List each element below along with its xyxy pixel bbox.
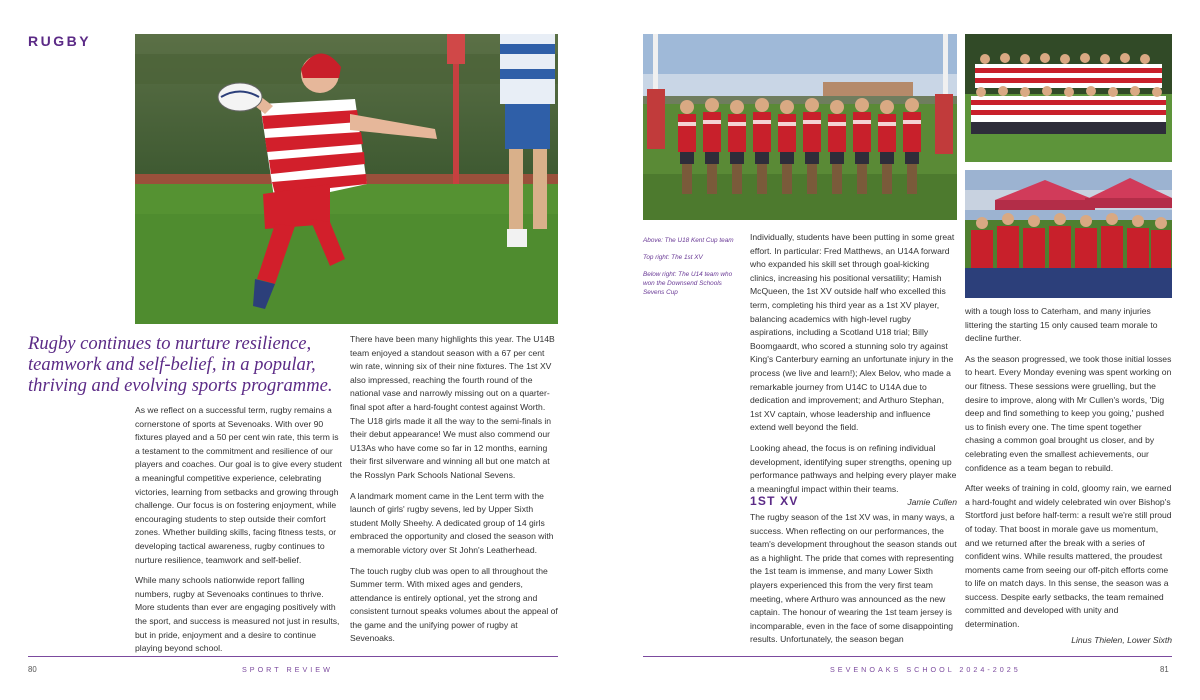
caption-1st-xv: Top right: The 1st XV <box>643 254 703 261</box>
paragraph: As the season progressed, we took those initial losses to heart. Every Monday evening was spent working on our fitness. These sessions were gruelling, but the desire to improve, along with Mr Cullen's words, 'Dig deep and find something to keep you going,' pushed us to finish every one. The time spent together chasing a common goal brought us closer, and by celebrating even the smallest achievements, our confidence as a team began to rebuild. <box>965 353 1172 473</box>
photo-1st-xv-team <box>965 34 1172 162</box>
photo-u14-team <box>965 170 1172 298</box>
lead-quote: Rugby continues to nurture resilience, teamwork and self-belief, in a popular, thriving and evolving sports programme. <box>28 333 333 396</box>
paragraph: After weeks of training in cold, gloomy rain, we earned a hard-fought and widely celebrated win over Bishop's Stortford just before half-term: a result we're still proud of today. That boost in morale gave us momentum, and we returned after the break with a series of confident wins. While results mattered, the proudest moments came from seeing our off-pitch efforts come to life on match days. In this sense, the season was a success. Despite early setbacks, the team remained committed and developed with unity and determination. <box>965 483 1172 630</box>
paragraph: There have been many highlights this year. The U14B team enjoyed a standout season with a 67 per cent win rate, winning six of their nine fixtures. The 1st XV also impressed, reaching the fourth round of the national vase and narrowly missing out on a quarter-final spot after a hard-fought contest against Worth. The U18 girls made it all the way to the semi-finals in their debut appearance! We must also commend our U13As who have come so far in 12 months, earning their first silverware and winning all but one match at the Rosslyn Park Schools National Sevens. <box>350 334 555 480</box>
right-column-2 <box>965 305 1172 647</box>
paragraph: A landmark moment came in the Lent term with the launch of girls' rugby sevens, led by Upper Sixth student Molly Sheehy. A dedicated group of 14 girls embraced the opportunity and closed the season with a memorable victory over St John's Leatherhead. <box>350 490 554 555</box>
hero-photo-diving-player <box>135 34 558 324</box>
paragraph: The touch rugby club was open to all throughout the Summer term. With mixed ages and genders, attendance is entirely optional, yet the strong and consistent turnout speaks volumes about the appeal of the game and the unifying power of rugby at Sevenoaks. <box>350 565 558 644</box>
paragraph: Individually, students have been putting in some great effort. In particular: Fred Matthews, an U14A forward who expanded his skill set through goal-kicking clinics, increasing his positional versatility; Hamish McQueen, the 1st XV outside half who excelled this term, completing his third year as a 1st XV player, balancing academics with high-level rugby aspirations, including a Scotland U18 trial; Billy Boomgaardt, who scored a stunning solo try against King's Canterbury earning an unfortunate injury in the process (we live and learn!); Alex Belov, who made a remarkable journey from U14C to U14A due to dedication and improvement; and Arthuro Stephan, 1st XV captain, whose leadership and influence extend well beyond the field. <box>750 232 955 433</box>
paragraph: Looking ahead, the focus is on refining individual development, identifying super strengths, opening up performance pathways and helping every player make a meaningful impact within their teams. <box>750 442 957 494</box>
footer-rule-right <box>643 656 1172 657</box>
right-column-1-continued <box>750 511 957 654</box>
signature-jamie-cullen: Jamie Cullen <box>907 497 957 508</box>
subheading-1st-xv: 1ST XV <box>750 494 799 508</box>
footer-rule-left <box>28 656 558 657</box>
right-column-1 <box>750 231 957 510</box>
page-number-right: 81 <box>1160 665 1169 674</box>
left-column-1 <box>135 404 342 663</box>
paragraph: with a tough loss to Caterham, and many injuries littering the starting 15 only caused team morale to decline further. <box>965 306 1158 344</box>
footer-title-left: SPORT REVIEW <box>242 665 333 674</box>
page-number-left: 80 <box>28 665 37 674</box>
left-column-2 <box>350 333 558 653</box>
signature-linus-thielen: Linus Thielen, Lower Sixth <box>1071 634 1172 645</box>
paragraph: As we reflect on a successful term, rugby remains a cornerstone of sports at Sevenoaks. With over 90 fixtures played and a 50 per cent win rate, this term is a testament to the commitment and resilience of our players and coaches. Our goal is to give every student a meaningful competitive experience, celebrating victories, learning from setbacks and growing through challenge. Our focus is on fostering enjoyment, while encouraging students to step outside their comfort zones. Whether building skills, facing fitness tests, or developing tactical awareness, rugby continues to nurture resilience, teamwork and self-belief. <box>135 405 342 565</box>
section-label: RUGBY <box>28 33 92 49</box>
caption-u14: Below right: The U14 team who won the Downsend Schools Sevens Cup <box>643 271 733 296</box>
paragraph: The rugby season of the 1st XV was, in many ways, a success. When reflecting on our performances, the team's development throughout the season stands out as a highlight. The pride that comes with representing the 1st team is immense, and many Lower Sixth players experienced this from the very first team meeting, where Arthuro was announced as the new captain. The honour of wearing the 1st team jersey is incomparable, even in the face of some disappointing results. Unfortunately, the season began <box>750 512 957 645</box>
footer-title-right: SEVENOAKS SCHOOL 2024-2025 <box>830 665 1021 674</box>
photo-u18-girls-team <box>643 34 957 220</box>
caption-u18: Above: The U18 Kent Cup team <box>643 237 734 244</box>
paragraph: While many schools nationwide report falling numbers, rugby at Sevenoaks continues to thrive. More students than ever are engaging positively with the sport, and success is measured not just in results, but in pride, enjoyment and a desire to continue playing beyond school. <box>135 575 340 654</box>
